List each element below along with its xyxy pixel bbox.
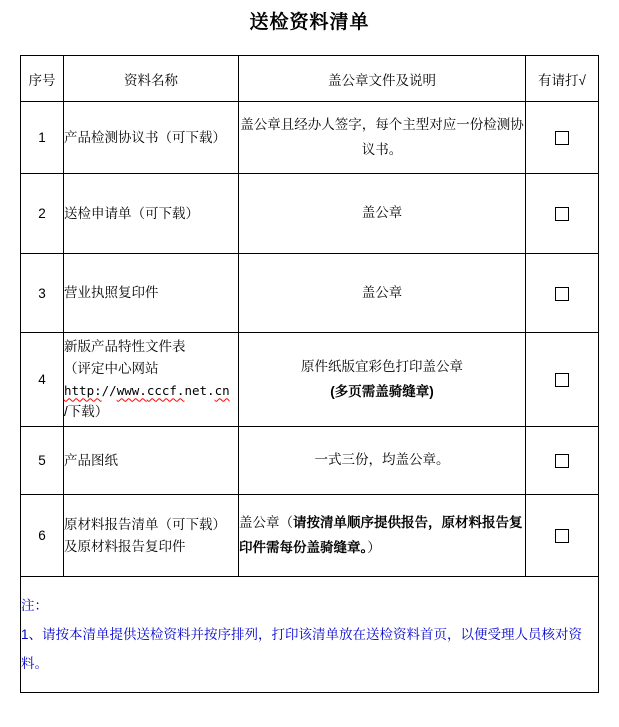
table-row [21,427,599,495]
material-name: 送检申请单（可下载） [64,174,239,254]
checkbox[interactable] [555,207,569,221]
checklist-table [20,55,599,693]
check-cell [526,102,599,174]
note-label: 注： [21,597,48,613]
check-cell [526,427,599,495]
row-number: 6 [21,495,64,577]
material-name-line: 新版产品特性文件表 [64,339,186,355]
material-name: 产品检测协议书（可下载） [64,102,239,174]
note-item: 1、请按本清单提供送检资料并按序排列，打印该清单放在送检资料首页，以便受理人员核对资料。 [21,626,583,671]
page-title: 送检资料清单 [249,12,370,33]
seal-instructions-line: 原件纸版宜彩色打印盖公章 [301,358,463,374]
table-row [21,254,599,333]
seal-instructions: 盖公章且经办人签字，每个主型对应一份检测协议书。 [239,102,526,174]
row-number: 4 [21,333,64,427]
header-no: 序号 [21,56,64,102]
note-row [21,577,599,693]
row-number: 2 [21,174,64,254]
row-number: 5 [21,427,64,495]
seal-instructions-suffix: ） [367,539,381,555]
download-url: http://www.cccf.net.cn [64,382,230,398]
seal-instructions-bold: 请按清单顺序提供报告，原材料报告复印件需每份盖骑缝章。 [239,514,523,555]
checkbox[interactable] [555,131,569,145]
checkbox[interactable] [555,454,569,468]
note-section [21,577,599,693]
checkbox[interactable] [555,373,569,387]
table-row [21,495,599,577]
seal-instructions [239,495,526,577]
table-row [21,102,599,174]
material-name-line: （评定中心网站 [64,360,159,376]
seal-instructions [239,333,526,427]
material-name: 原材料报告清单（可下载）及原材料报告复印件 [64,495,239,577]
check-cell [526,174,599,254]
check-cell [526,333,599,427]
seal-instructions: 盖公章 [239,174,526,254]
seal-instructions-bold-line: (多页需盖骑缝章) [330,383,434,399]
row-number: 1 [21,102,64,174]
seal-instructions-prefix: 盖公章（ [239,514,293,530]
checkbox[interactable] [555,529,569,543]
table-row [21,174,599,254]
seal-instructions: 盖公章 [239,254,526,333]
check-cell [526,254,599,333]
header-desc: 盖公章文件及说明 [239,56,526,102]
material-name: 营业执照复印件 [64,254,239,333]
header-name: 资料名称 [64,56,239,102]
material-name-line: /下载） [64,404,109,420]
checkbox[interactable] [555,287,569,301]
check-cell [526,495,599,577]
header-row [21,56,599,102]
material-name: 产品图纸 [64,427,239,495]
header-check: 有请打√ [526,56,599,102]
material-name [64,333,239,427]
row-number: 3 [21,254,64,333]
table-row [21,333,599,427]
seal-instructions: 一式三份，均盖公章。 [239,427,526,495]
